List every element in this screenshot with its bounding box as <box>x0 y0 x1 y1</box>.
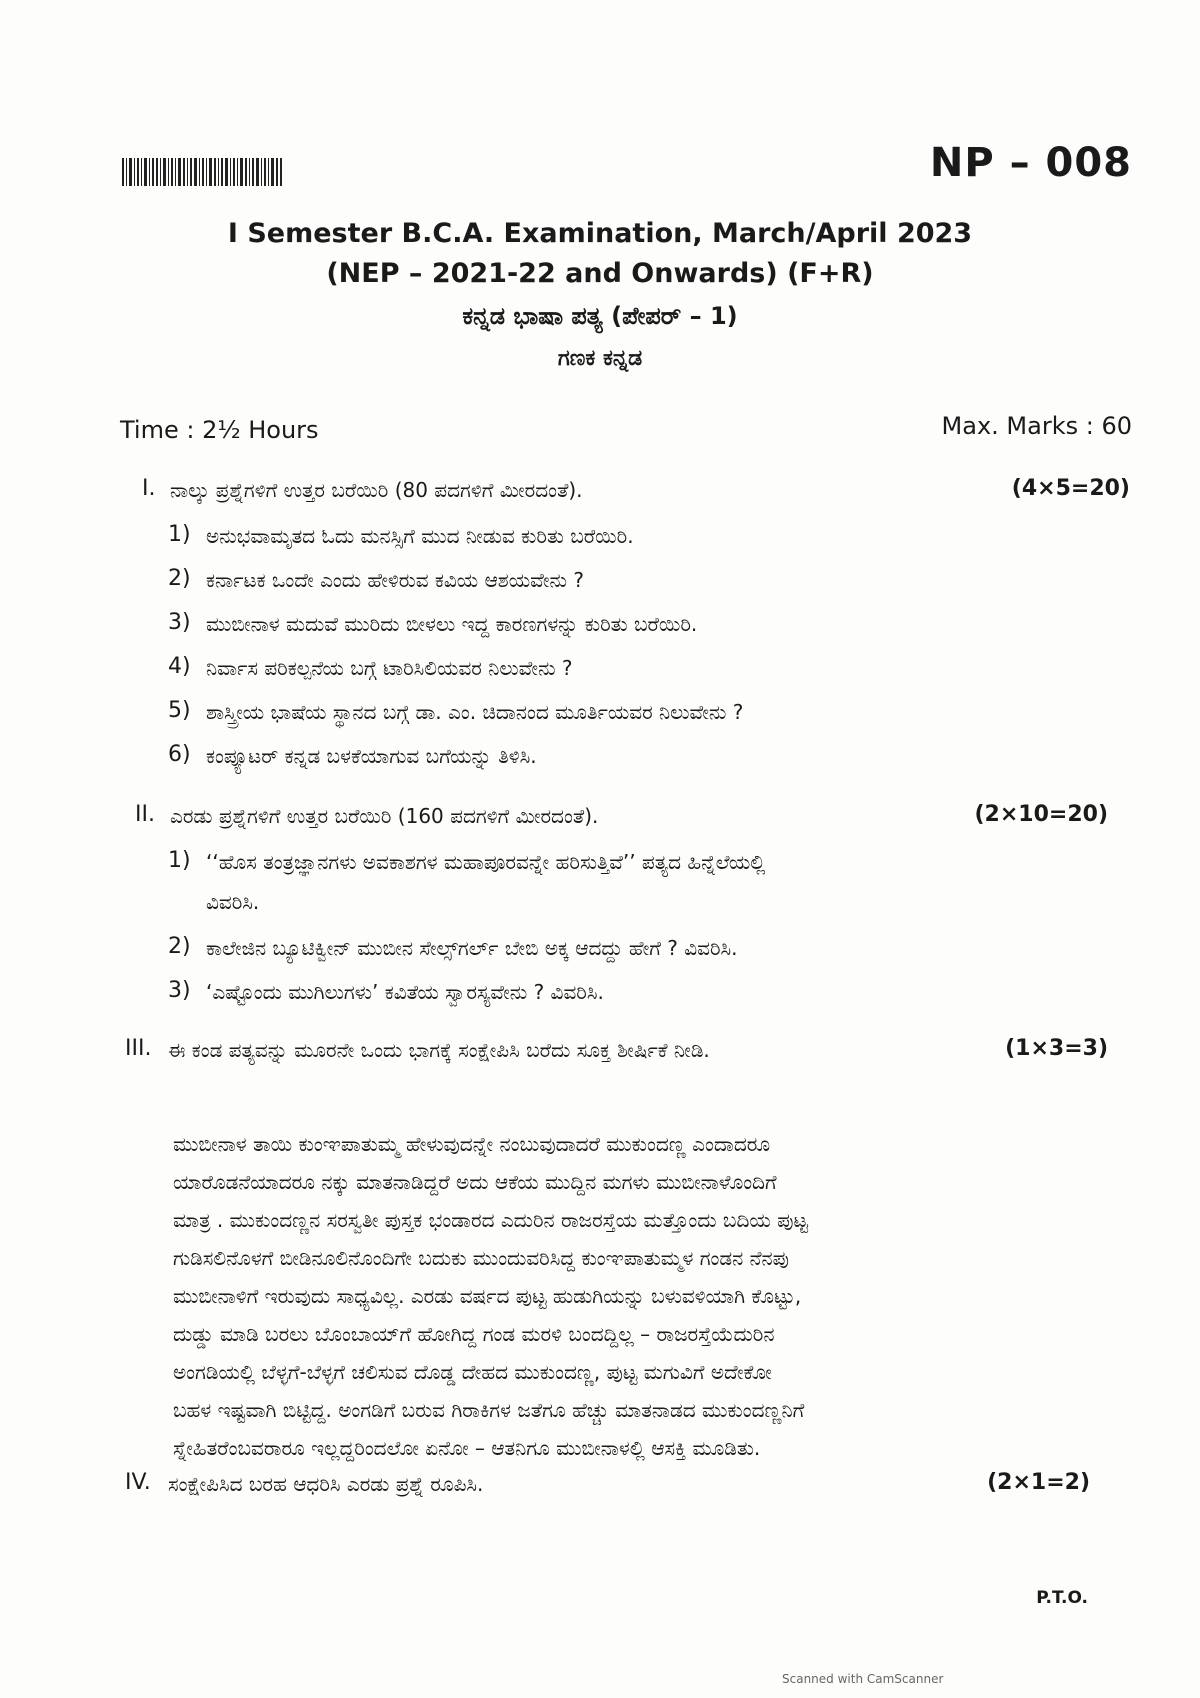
section-4-number: IV. <box>125 1470 151 1495</box>
question-text: ‘‘ಹೊಸ ತಂತ್ರಜ್ಞಾನಗಳು ಅವಕಾಶಗಳ ಮಹಾಪೂರವನ್ನೇ ಹರಿಸುತ್ತಿವೆ’’ ಪತ್ಯದ ಹಿನ್ನೆಲೆಯಲ್ಲಿ <box>206 850 766 874</box>
question-text: ‘ಎಷ್ಟೊಂದು ಮುಗಿಲುಗಳು’ ಕವಿತೆಯ ಸ್ವಾರಸ್ಯವೇನು ? ವಿವರಿಸಿ. <box>206 980 604 1004</box>
question-number: 6) <box>168 742 191 767</box>
passage <box>173 1125 1093 1467</box>
question-number: 5) <box>168 698 191 723</box>
question-text: ಶಾಸ್ತ್ರೀಯ ಭಾಷೆಯ ಸ್ಥಾನದ ಬಗ್ಗೆ ಡಾ. ಎಂ. ಚಿದಾನಂದ ಮೂರ್ತಿಯವರ ನಿಲುವೇನು ? <box>206 700 744 724</box>
question-number: 3) <box>168 978 191 1003</box>
question-text: ಕರ್ನಾಟಕ ಒಂದೇ ಎಂದು ಹೇಳಿರುವ ಕವಿಯ ಆಶಯವೇನು ? <box>206 568 584 592</box>
section-2-instruction: ಎರಡು ಪ್ರಶ್ನೆಗಳಿಗೆ ಉತ್ತರ ಬರೆಯಿರಿ (160 ಪದಗಳಿಗೆ ಮೀರದಂತೆ). <box>170 804 599 828</box>
question-number: 1) <box>168 522 191 547</box>
section-1-instruction: ನಾಲ್ಕು ಪ್ರಶ್ನೆಗಳಿಗೆ ಉತ್ತರ ಬರೆಯಿರಿ (80 ಪದಗಳಿಗೆ ಮೀರದಂತೆ). <box>170 478 583 502</box>
subject-title: ಕನ್ನಡ ಭಾಷಾ ಪತ್ಯ (ಪೇಪರ್ – 1) <box>462 302 738 330</box>
scanner-watermark: Scanned with CamScanner <box>782 1672 944 1686</box>
section-4-marks: (2×1=2) <box>987 1470 1090 1495</box>
passage-line: ದುಡ್ಡು ಮಾಡಿ ಬರಲು ಬೊಂಬಾಯ್‌ಗೆ ಹೋಗಿದ್ದ ಗಂಡ ಮರಳಿ ಬಂದದ್ದಿಲ್ಲ – ರಾಜರಸ್ತೆಯೆದುರಿನ <box>173 1322 775 1346</box>
question-text: ನಿರ್ವಾಸ ಪರಿಕಲ್ಪನೆಯ ಬಗ್ಗೆ ಟಾರಿಸಿಲಿಯವರ ನಿಲುವೇನು ? <box>206 656 573 680</box>
subject-subtitle: ಗಣಕ ಕನ್ನಡ <box>557 346 643 371</box>
section-1-number: I. <box>142 476 156 501</box>
section-3-instruction: ಈ ಕಂಡ ಪತ್ಯವನ್ನು ಮೂರನೇ ಒಂದು ಭಾಗಕ್ಕೆ ಸಂಕ್ಷೇಪಿಸಿ ಬರೆದು ಸೂಕ್ತ ಶೀರ್ಷಿಕೆ ನೀಡಿ. <box>168 1038 710 1062</box>
question-number: 4) <box>168 654 191 679</box>
passage-line: ಮುಬೀನಾಳಿಗೆ ಇರುವುದು ಸಾಧ್ಯವಿಲ್ಲ. ಎರಡು ವರ್ಷದ ಪುಟ್ಟ ಹುಡುಗಿಯನ್ನು ಬಳುವಳಿಯಾಗಿ ಕೊಟ್ಟು, <box>173 1284 802 1308</box>
section-2-number: II. <box>135 802 155 827</box>
question-text: ಮುಬೀನಾಳ ಮದುವೆ ಮುರಿದು ಬೀಳಲು ಇದ್ದ ಕಾರಣಗಳನ್ನು ಕುರಿತು ಬರೆಯಿರಿ. <box>206 612 698 636</box>
section-3-number: III. <box>125 1036 152 1061</box>
passage-line: ಮುಬೀನಾಳ ತಾಯಿ ಕುಂಞಪಾತುಮ್ಮ ಹೇಳುವುದನ್ನೇ ನಂಬುವುದಾದರೆ ಮುಕುಂದಣ್ಣ ಎಂದಾದರೂ <box>173 1132 771 1156</box>
paper-code: NP – 008 <box>929 140 1132 186</box>
section-4-instruction: ಸಂಕ್ಷೇಪಿಸಿದ ಬರಹ ಆಧರಿಸಿ ಎರಡು ಪ್ರಶ್ನೆ ರೂಪಿಸಿ. <box>168 1472 484 1496</box>
question-number: 3) <box>168 610 191 635</box>
exam-scheme: (NEP – 2021-22 and Onwards) (F+R) <box>326 258 874 289</box>
question-number: 2) <box>168 934 191 959</box>
section-3-marks: (1×3=3) <box>1005 1036 1108 1061</box>
barcode-icon <box>122 158 284 186</box>
exam-time: Time : 2½ Hours <box>120 416 319 444</box>
passage-line: ಮಾತ್ರ . ಮುಕುಂದಣ್ಣನ ಸರಸ್ವತೀ ಪುಸ್ತಕ ಭಂಡಾರದ ಎದುರಿನ ರಾಜರಸ್ತೆಯ ಮತ್ತೊಂದು ಬದಿಯ ಪುಟ್ಟ <box>173 1208 808 1232</box>
section-1-marks: (4×5=20) <box>1011 476 1130 501</box>
section-2-marks: (2×10=20) <box>974 802 1108 827</box>
question-number: 2) <box>168 566 191 591</box>
question-number: 1) <box>168 848 191 873</box>
passage-line: ಬಹಳ ಇಷ್ಟವಾಗಿ ಬಿಟ್ಟಿದ್ದ. ಅಂಗಡಿಗೆ ಬರುವ ಗಿರಾಕಿಗಳ ಜತೆಗೂ ಹೆಚ್ಚು ಮಾತನಾಡದ ಮುಕುಂದಣ್ಣನಿಗೆ <box>173 1398 805 1422</box>
question-text: ಕಂಪ್ಯೂಟರ್ ಕನ್ನಡ ಬಳಕೆಯಾಗುವ ಬಗೆಯನ್ನು ತಿಳಿಸಿ. <box>206 744 537 768</box>
passage-line: ಅಂಗಡಿಯಲ್ಲಿ ಬೆಳ್ಳಗೆ-ಬೆಳ್ಳಗೆ ಚಲಿಸುವ ದೊಡ್ಡ ದೇಹದ ಮುಕುಂದಣ್ಣ, ಪುಟ್ಟ ಮಗುವಿಗೆ ಅದೇಕೋ <box>173 1360 772 1384</box>
exam-title: I Semester B.C.A. Examination, March/April 2023 <box>227 218 973 249</box>
question-text-continued: ವಿವರಿಸಿ. <box>206 890 260 914</box>
pto-label: P.T.O. <box>1036 1588 1088 1608</box>
passage-line: ಯಾರೊಡನೆಯಾದರೂ ನಕ್ಕು ಮಾತನಾಡಿದ್ದರೆ ಅದು ಆಕೆಯ ಮುದ್ದಿನ ಮಗಳು ಮುಬೀನಾಳೊಂದಿಗೆ <box>173 1170 777 1194</box>
passage-line: ಸ್ನೇಹಿತರೆಂಬವರಾರೂ ಇಲ್ಲದ್ದರಿಂದಲೋ ಏನೋ – ಆತನಿಗೂ ಮುಬೀನಾಳಲ್ಲಿ ಆಸಕ್ತಿ ಮೂಡಿತು. <box>173 1436 761 1460</box>
max-marks: Max. Marks : 60 <box>941 412 1132 440</box>
question-text: ಕಾಲೇಜಿನ ಬ್ಯೂಟಿಕ್ವೀನ್ ಮುಬೀನ ಸೇಲ್ಸ್‌ಗರ್ಲ್ ಬೇಬಿ ಅಕ್ಕ ಆದದ್ದು ಹೇಗೆ ? ವಿವರಿಸಿ. <box>206 936 738 960</box>
passage-line: ಗುಡಿಸಲಿನೊಳಗೆ ಬೀಡಿನೂಲಿನೊಂದಿಗೇ ಬದುಕು ಮುಂದುವರಿಸಿದ್ದ ಕುಂಞಪಾತುಮ್ಮಳ ಗಂಡನ ನೆನಪು <box>173 1246 789 1270</box>
question-text: ಅನುಭವಾಮೃತದ ಓದು ಮನಸ್ಸಿಗೆ ಮುದ ನೀಡುವ ಕುರಿತು ಬರೆಯಿರಿ. <box>206 524 634 548</box>
